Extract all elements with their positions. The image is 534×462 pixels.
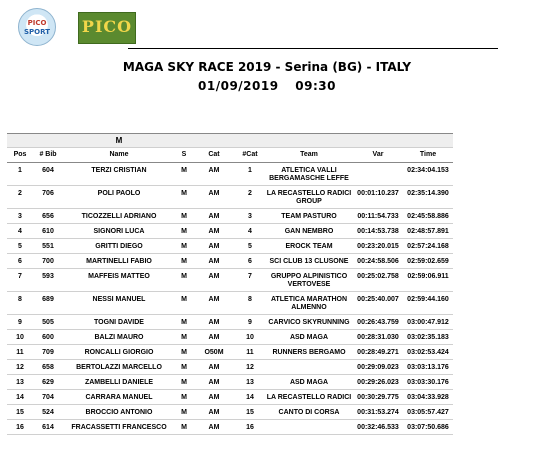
cell-ncat: 5 (235, 239, 265, 254)
cell-team: ATLETICA VALLI BERGAMASCHE LEFFE (265, 163, 353, 186)
cell-ncat: 4 (235, 224, 265, 239)
cell-pos: 7 (7, 269, 33, 292)
cell-var: 00:25:02.758 (353, 269, 403, 292)
cell-bib: 600 (33, 330, 63, 345)
cell-ncat: 7 (235, 269, 265, 292)
cell-ncat: 8 (235, 292, 265, 315)
cell-ncat: 10 (235, 330, 265, 345)
table-row (7, 239, 453, 254)
cell-team (265, 360, 353, 375)
cell-ncat: 1 (235, 163, 265, 186)
cell-bib: 505 (33, 315, 63, 330)
cell-cat: AM (193, 420, 235, 435)
pico-sport-logo (18, 8, 56, 46)
cell-cat: O50M (193, 345, 235, 360)
cell-time: 03:05:57.427 (403, 405, 453, 420)
cell-team: CARVICO SKYRUNNING (265, 315, 353, 330)
cell-cat: AM (193, 360, 235, 375)
cell-name: TOGNI DAVIDE (63, 315, 175, 330)
cell-time: 03:02:35.183 (403, 330, 453, 345)
cell-ncat: 3 (235, 209, 265, 224)
col-header-ncat: #Cat (235, 148, 265, 163)
cell-name: BROCCIO ANTONIO (63, 405, 175, 420)
cell-bib: 700 (33, 254, 63, 269)
cell-cat: AM (193, 239, 235, 254)
table-row (7, 360, 453, 375)
cell-ncat: 13 (235, 375, 265, 390)
cell-name: BERTOLAZZI MARCELLO (63, 360, 175, 375)
cell-team: TEAM PASTURO (265, 209, 353, 224)
col-header-name: Name (63, 148, 175, 163)
table-row (7, 330, 453, 345)
table-row (7, 405, 453, 420)
cell-var: 00:24:58.506 (353, 254, 403, 269)
col-header-team: Team (265, 148, 353, 163)
cell-time: 03:04:33.928 (403, 390, 453, 405)
table-row (7, 186, 453, 209)
cell-cat: AM (193, 292, 235, 315)
cell-pos: 10 (7, 330, 33, 345)
cell-cat: AM (193, 254, 235, 269)
cell-team: GRUPPO ALPINISTICO VERTOVESE (265, 269, 353, 292)
col-header-cat: Cat (193, 148, 235, 163)
cell-bib: 656 (33, 209, 63, 224)
cell-var: 00:32:46.533 (353, 420, 403, 435)
cell-name: CARRARA MANUEL (63, 390, 175, 405)
cell-name: BALZI MAURO (63, 330, 175, 345)
cell-ncat: 11 (235, 345, 265, 360)
cell-time: 02:48:57.891 (403, 224, 453, 239)
cell-time: 02:57:24.168 (403, 239, 453, 254)
table-row (7, 345, 453, 360)
cell-var: 00:01:10.237 (353, 186, 403, 209)
cell-sex: M (175, 209, 193, 224)
cell-pos: 13 (7, 375, 33, 390)
cell-bib: 704 (33, 390, 63, 405)
cell-bib: 524 (33, 405, 63, 420)
cell-pos: 11 (7, 345, 33, 360)
table-row (7, 390, 453, 405)
cell-name: POLI PAOLO (63, 186, 175, 209)
cell-team: RUNNERS BERGAMO (265, 345, 353, 360)
results-rows (7, 163, 453, 435)
group-header-row (7, 134, 453, 148)
cell-time: 02:59:02.659 (403, 254, 453, 269)
cell-time: 02:45:58.886 (403, 209, 453, 224)
cell-var: 00:28:31.030 (353, 330, 403, 345)
cell-team: EROCK TEAM (265, 239, 353, 254)
event-title: MAGA SKY RACE 2019 - Serina (BG) - ITALY (122, 60, 412, 74)
cell-bib: 604 (33, 163, 63, 186)
cell-var: 00:11:54.733 (353, 209, 403, 224)
cell-sex: M (175, 224, 193, 239)
cell-team: LA RECASTELLO RADICI (265, 390, 353, 405)
cell-pos: 15 (7, 405, 33, 420)
col-header-bib: # Bib (33, 148, 63, 163)
cell-bib: 614 (33, 420, 63, 435)
cell-cat: AM (193, 405, 235, 420)
event-date: 01/09/2019 (198, 79, 279, 93)
cell-pos: 8 (7, 292, 33, 315)
cell-ncat: 2 (235, 186, 265, 209)
cell-ncat: 6 (235, 254, 265, 269)
cell-time: 03:00:47.912 (403, 315, 453, 330)
cell-bib: 551 (33, 239, 63, 254)
cell-var (353, 163, 403, 186)
event-time: 09:30 (295, 79, 336, 93)
pico-logo-text: PICO (81, 17, 133, 36)
table-row (7, 209, 453, 224)
table-row (7, 254, 453, 269)
cell-name: SIGNORI LUCA (63, 224, 175, 239)
table-row (7, 224, 453, 239)
col-header-sex: S (175, 148, 193, 163)
table-row (7, 163, 453, 186)
cell-pos: 16 (7, 420, 33, 435)
cell-var: 00:23:20.015 (353, 239, 403, 254)
cell-sex: M (175, 390, 193, 405)
col-header-pos: Pos (7, 148, 33, 163)
cell-time: 03:07:50.686 (403, 420, 453, 435)
cell-cat: AM (193, 163, 235, 186)
cell-team: ASD MAGA (265, 375, 353, 390)
cell-team: CANTO DI CORSA (265, 405, 353, 420)
cell-pos: 14 (7, 390, 33, 405)
cell-cat: AM (193, 269, 235, 292)
cell-ncat: 12 (235, 360, 265, 375)
cell-time: 03:03:13.176 (403, 360, 453, 375)
cell-var: 00:26:43.759 (353, 315, 403, 330)
cell-var: 00:29:26.023 (353, 375, 403, 390)
cell-time: 03:03:30.176 (403, 375, 453, 390)
cell-pos: 1 (7, 163, 33, 186)
cell-sex: M (175, 163, 193, 186)
cell-pos: 5 (7, 239, 33, 254)
cell-team: GAN NEMBRO (265, 224, 353, 239)
cell-var: 00:14:53.738 (353, 224, 403, 239)
cell-cat: AM (193, 186, 235, 209)
cell-sex: M (175, 405, 193, 420)
header-divider (128, 48, 498, 49)
pico-logo (78, 12, 136, 44)
cell-cat: AM (193, 224, 235, 239)
table-row (7, 292, 453, 315)
cell-time: 03:02:53.424 (403, 345, 453, 360)
cell-name: ZAMBELLI DANIELE (63, 375, 175, 390)
cell-pos: 6 (7, 254, 33, 269)
cell-bib: 706 (33, 186, 63, 209)
cell-bib: 709 (33, 345, 63, 360)
cell-sex: M (175, 254, 193, 269)
cell-team: ATLETICA MARATHON ALMENNO (265, 292, 353, 315)
cell-ncat: 16 (235, 420, 265, 435)
cell-team: SCI CLUB 13 CLUSONE (265, 254, 353, 269)
cell-var: 00:31:53.274 (353, 405, 403, 420)
event-datetime (0, 79, 534, 93)
cell-sex: M (175, 292, 193, 315)
cell-name: RONCALLI GIORGIO (63, 345, 175, 360)
cell-name: FRACASSETTI FRANCESCO (63, 420, 175, 435)
table-row (7, 315, 453, 330)
cell-time: 02:35:14.390 (403, 186, 453, 209)
cell-team: ASD MAGA (265, 330, 353, 345)
cell-bib: 629 (33, 375, 63, 390)
cell-sex: M (175, 315, 193, 330)
cell-name: NESSI MANUEL (63, 292, 175, 315)
column-header-row (7, 148, 453, 163)
cell-sex: M (175, 186, 193, 209)
col-header-var: Var (353, 148, 403, 163)
cell-pos: 2 (7, 186, 33, 209)
cell-sex: M (175, 420, 193, 435)
pico-sport-logo-line1: PICO (27, 19, 47, 27)
cell-cat: AM (193, 209, 235, 224)
cell-name: TICOZZELLI ADRIANO (63, 209, 175, 224)
cell-team: LA RECASTELLO RADICI GROUP (265, 186, 353, 209)
cell-bib: 689 (33, 292, 63, 315)
cell-time: 02:59:06.911 (403, 269, 453, 292)
cell-var: 00:25:40.007 (353, 292, 403, 315)
cell-bib: 593 (33, 269, 63, 292)
cell-sex: M (175, 375, 193, 390)
cell-bib: 658 (33, 360, 63, 375)
cell-sex: M (175, 239, 193, 254)
cell-cat: AM (193, 375, 235, 390)
cell-sex: M (175, 269, 193, 292)
cell-pos: 9 (7, 315, 33, 330)
cell-var: 00:29:09.023 (353, 360, 403, 375)
cell-var: 00:30:29.775 (353, 390, 403, 405)
cell-bib: 610 (33, 224, 63, 239)
cell-cat: AM (193, 330, 235, 345)
cell-pos: 12 (7, 360, 33, 375)
cell-time: 02:59:44.160 (403, 292, 453, 315)
group-label: M (63, 134, 175, 148)
cell-pos: 3 (7, 209, 33, 224)
col-header-time: Time (403, 148, 453, 163)
cell-name: MARTINELLI FABIO (63, 254, 175, 269)
cell-cat: AM (193, 315, 235, 330)
cell-sex: M (175, 360, 193, 375)
table-row (7, 269, 453, 292)
cell-ncat: 14 (235, 390, 265, 405)
cell-name: MAFFEIS MATTEO (63, 269, 175, 292)
cell-ncat: 9 (235, 315, 265, 330)
cell-sex: M (175, 330, 193, 345)
table-row (7, 375, 453, 390)
cell-name: TERZI CRISTIAN (63, 163, 175, 186)
cell-name: GRITTI DIEGO (63, 239, 175, 254)
cell-ncat: 15 (235, 405, 265, 420)
cell-cat: AM (193, 390, 235, 405)
pico-sport-logo-line2: SPORT (24, 28, 50, 36)
cell-sex: M (175, 345, 193, 360)
cell-var: 00:28:49.271 (353, 345, 403, 360)
cell-time: 02:34:04.153 (403, 163, 453, 186)
cell-pos: 4 (7, 224, 33, 239)
table-row (7, 420, 453, 435)
cell-team (265, 420, 353, 435)
results-table (7, 133, 453, 435)
